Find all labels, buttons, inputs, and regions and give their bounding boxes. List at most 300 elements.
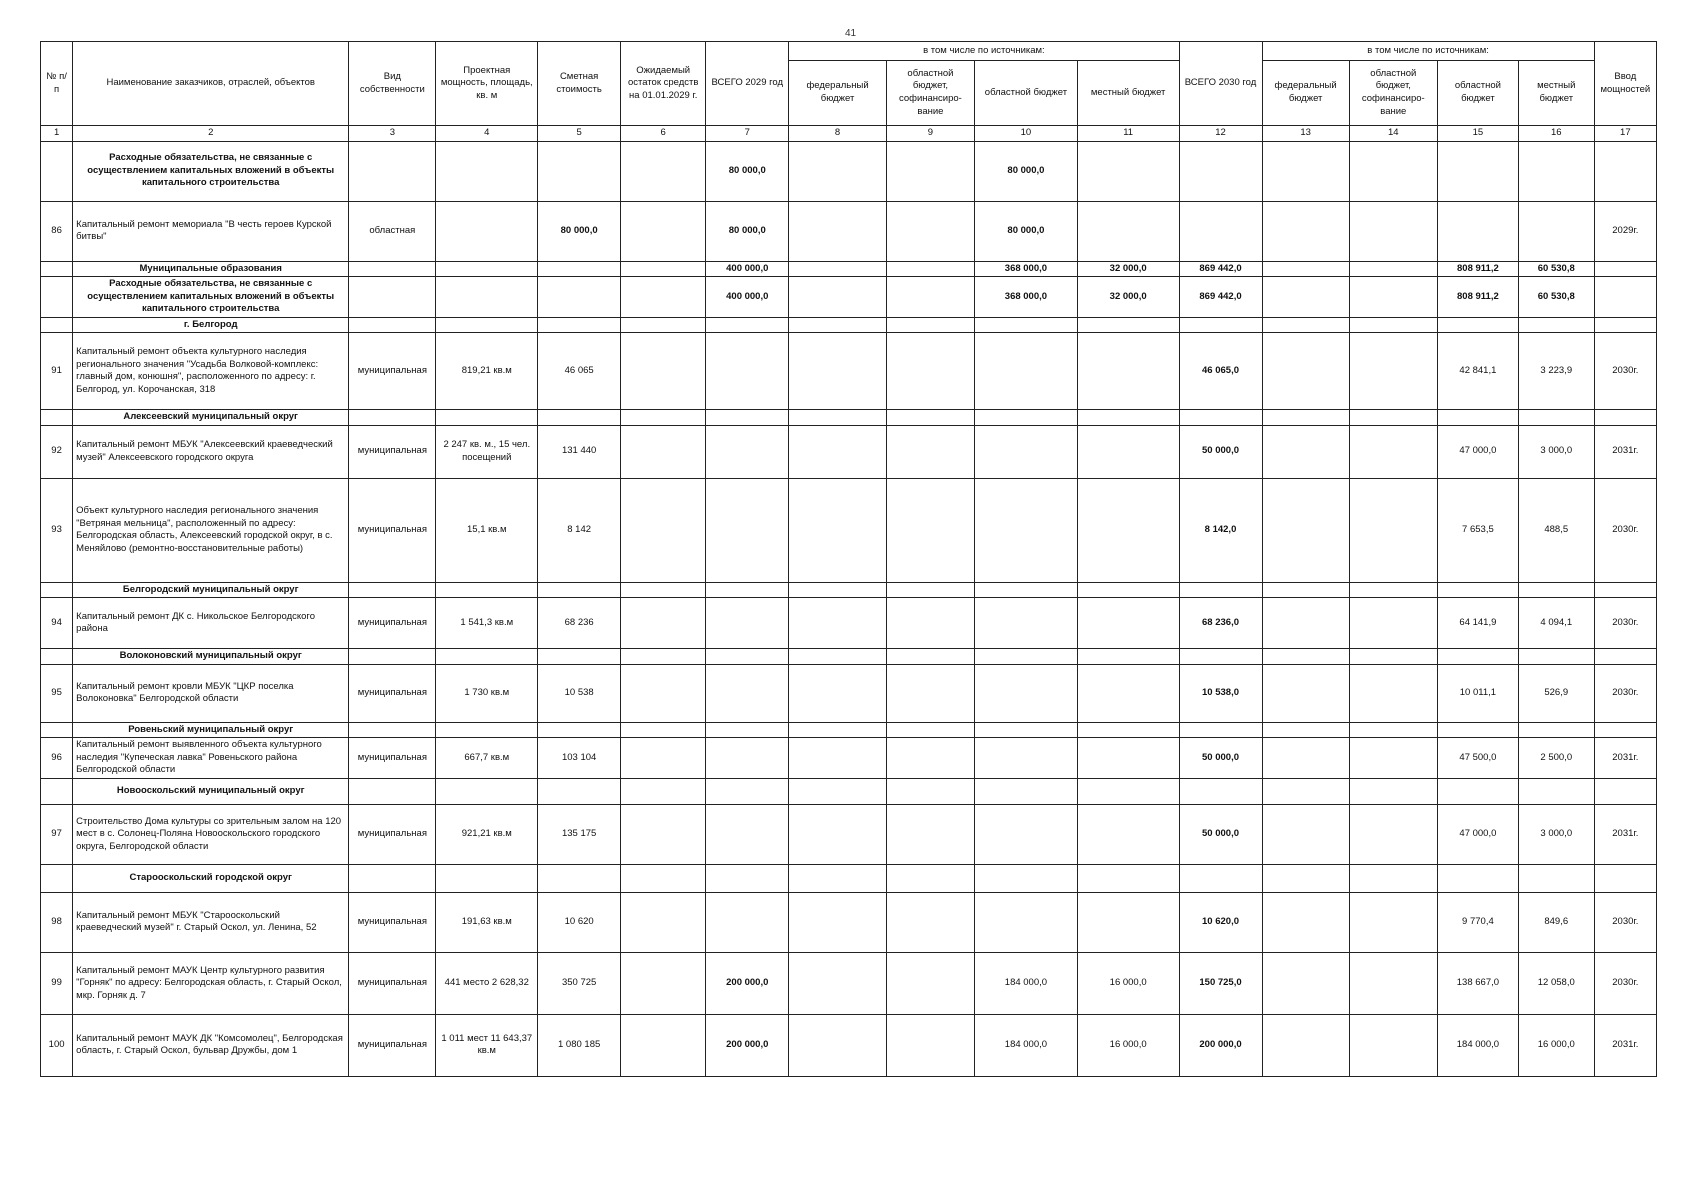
section-row bbox=[41, 722, 1657, 738]
cell-value bbox=[1077, 582, 1179, 598]
cell-value bbox=[436, 778, 538, 804]
section-title: Новооскольский муниципальный округ bbox=[73, 778, 349, 804]
column-number: 15 bbox=[1437, 126, 1518, 142]
cell-value: 50 000,0 bbox=[1179, 804, 1262, 864]
cell-value bbox=[975, 598, 1078, 649]
cell-value bbox=[538, 261, 621, 277]
row-number bbox=[41, 778, 73, 804]
cell-value: 3 000,0 bbox=[1518, 804, 1594, 864]
column-number: 1 bbox=[41, 126, 73, 142]
row-number bbox=[41, 864, 73, 892]
cell-value bbox=[706, 778, 789, 804]
header-estimate: Сметная стоимость bbox=[538, 42, 621, 126]
cell-value bbox=[1262, 738, 1349, 779]
cell-value bbox=[886, 1014, 974, 1076]
cell-value bbox=[1437, 649, 1518, 665]
cell-value: 2031г. bbox=[1594, 425, 1656, 478]
cell-value bbox=[975, 425, 1078, 478]
cell-value bbox=[1179, 317, 1262, 333]
cell-value bbox=[789, 649, 887, 665]
cell-value bbox=[1349, 952, 1437, 1014]
cell-value bbox=[1077, 738, 1179, 779]
cell-value bbox=[1518, 722, 1594, 738]
row-number: 95 bbox=[41, 664, 73, 722]
cell-value bbox=[1262, 410, 1349, 426]
table-row bbox=[41, 952, 1657, 1014]
cell-value bbox=[789, 410, 887, 426]
header-ownership: Вид собственности bbox=[349, 42, 436, 126]
row-number: 98 bbox=[41, 892, 73, 952]
cell-value bbox=[886, 261, 974, 277]
row-number: 86 bbox=[41, 201, 73, 261]
cell-value bbox=[538, 317, 621, 333]
cell-value bbox=[706, 425, 789, 478]
cell-value bbox=[538, 649, 621, 665]
cell-value bbox=[1349, 738, 1437, 779]
cell-value bbox=[1349, 478, 1437, 582]
cell-value bbox=[1437, 864, 1518, 892]
cell-value: муниципальная bbox=[349, 598, 436, 649]
section-title: Белгородский муниципальный округ bbox=[73, 582, 349, 598]
cell-value bbox=[886, 201, 974, 261]
cell-value: 184 000,0 bbox=[975, 1014, 1078, 1076]
cell-value bbox=[975, 778, 1078, 804]
cell-value bbox=[436, 277, 538, 318]
column-number: 12 bbox=[1179, 126, 1262, 142]
cell-value bbox=[621, 722, 706, 738]
row-number bbox=[41, 261, 73, 277]
cell-value bbox=[1594, 317, 1656, 333]
cell-value: 50 000,0 bbox=[1179, 425, 1262, 478]
cell-value bbox=[975, 892, 1078, 952]
section-row bbox=[41, 864, 1657, 892]
cell-value bbox=[1349, 664, 1437, 722]
cell-value bbox=[621, 649, 706, 665]
cell-value bbox=[1077, 598, 1179, 649]
object-name: Капитальный ремонт мемориала "В честь героев Курской битвы" bbox=[73, 201, 349, 261]
cell-value: 191,63 кв.м bbox=[436, 892, 538, 952]
cell-value bbox=[1262, 778, 1349, 804]
header-commissioning: Ввод мощностей bbox=[1594, 42, 1656, 126]
object-name: Строительство Дома культуры со зрительным залом на 120 мест в с. Солонец-Поляна Новооскольского городского округа, Белгородской области bbox=[73, 804, 349, 864]
cell-value bbox=[886, 333, 974, 410]
row-number: 99 bbox=[41, 952, 73, 1014]
cell-value bbox=[789, 722, 887, 738]
cell-value: 200 000,0 bbox=[706, 1014, 789, 1076]
cell-value bbox=[975, 410, 1078, 426]
cell-value: 2031г. bbox=[1594, 1014, 1656, 1076]
column-number: 14 bbox=[1349, 126, 1437, 142]
cell-value: 2 247 кв. м., 15 чел. посещений bbox=[436, 425, 538, 478]
cell-value: муниципальная bbox=[349, 664, 436, 722]
object-name: Объект культурного наследия регионального значения "Ветряная мельница", расположенный по адресу: Белгородская область, Алексеевский городской округ, в с. Меняйлово (ремонтно-восстановительные работы) bbox=[73, 478, 349, 582]
column-number-row bbox=[41, 126, 1657, 142]
cell-value: 2030г. bbox=[1594, 892, 1656, 952]
cell-value bbox=[789, 425, 887, 478]
header-sources-2030: в том числе по источникам: bbox=[1262, 42, 1594, 61]
column-number: 3 bbox=[349, 126, 436, 142]
cell-value bbox=[789, 141, 887, 201]
cell-value bbox=[621, 598, 706, 649]
header-local-2029: местный бюджет bbox=[1077, 61, 1179, 126]
cell-value bbox=[1349, 722, 1437, 738]
cell-value: 135 175 bbox=[538, 804, 621, 864]
cell-value bbox=[1077, 892, 1179, 952]
cell-value bbox=[975, 478, 1078, 582]
cell-value bbox=[789, 804, 887, 864]
cell-value: 1 730 кв.м bbox=[436, 664, 538, 722]
cell-value: 350 725 bbox=[538, 952, 621, 1014]
row-number: 96 bbox=[41, 738, 73, 779]
cell-value bbox=[706, 478, 789, 582]
cell-value bbox=[789, 892, 887, 952]
cell-value: 32 000,0 bbox=[1077, 261, 1179, 277]
cell-value bbox=[1518, 778, 1594, 804]
cell-value bbox=[706, 722, 789, 738]
cell-value bbox=[1518, 582, 1594, 598]
object-name: Капитальный ремонт МБУК "Старооскольский краеведческий музей" г. Старый Оскол, ул. Ленина, 52 bbox=[73, 892, 349, 952]
column-number: 17 bbox=[1594, 126, 1656, 142]
cell-value bbox=[1594, 410, 1656, 426]
cell-value bbox=[886, 722, 974, 738]
column-number: 6 bbox=[621, 126, 706, 142]
cell-value: 869 442,0 bbox=[1179, 261, 1262, 277]
header-federal-2030: федеральный бюджет bbox=[1262, 61, 1349, 126]
cell-value: 7 653,5 bbox=[1437, 478, 1518, 582]
section-title: Волоконовский муниципальный округ bbox=[73, 649, 349, 665]
table-row bbox=[41, 201, 1657, 261]
cell-value bbox=[621, 664, 706, 722]
cell-value: 80 000,0 bbox=[706, 141, 789, 201]
cell-value bbox=[1594, 261, 1656, 277]
cell-value: 64 141,9 bbox=[1437, 598, 1518, 649]
cell-value bbox=[975, 649, 1078, 665]
cell-value bbox=[1349, 804, 1437, 864]
cell-value: 9 770,4 bbox=[1437, 892, 1518, 952]
cell-value bbox=[538, 582, 621, 598]
cell-value bbox=[886, 804, 974, 864]
cell-value bbox=[1518, 649, 1594, 665]
cell-value: муниципальная bbox=[349, 425, 436, 478]
cell-value: муниципальная bbox=[349, 738, 436, 779]
header-regional-2029: областной бюджет bbox=[975, 61, 1078, 126]
cell-value bbox=[1262, 864, 1349, 892]
cell-value bbox=[621, 317, 706, 333]
cell-value bbox=[621, 892, 706, 952]
cell-value: 10 538,0 bbox=[1179, 664, 1262, 722]
cell-value: 184 000,0 bbox=[975, 952, 1078, 1014]
cell-value: 10 011,1 bbox=[1437, 664, 1518, 722]
cell-value bbox=[789, 864, 887, 892]
cell-value bbox=[1594, 722, 1656, 738]
cell-value: 921,21 кв.м bbox=[436, 804, 538, 864]
cell-value bbox=[1518, 141, 1594, 201]
section-row bbox=[41, 778, 1657, 804]
cell-value: 32 000,0 bbox=[1077, 277, 1179, 318]
cell-value: 1 080 185 bbox=[538, 1014, 621, 1076]
cell-value bbox=[1262, 277, 1349, 318]
cell-value bbox=[886, 141, 974, 201]
cell-value bbox=[1262, 425, 1349, 478]
object-name: Капитальный ремонт ДК с. Никольское Белгородского района bbox=[73, 598, 349, 649]
cell-value: 8 142 bbox=[538, 478, 621, 582]
cell-value bbox=[886, 317, 974, 333]
cell-value bbox=[1179, 778, 1262, 804]
section-row bbox=[41, 317, 1657, 333]
cell-value bbox=[1262, 333, 1349, 410]
cell-value: 16 000,0 bbox=[1077, 952, 1179, 1014]
cell-value: 526,9 bbox=[1518, 664, 1594, 722]
cell-value: 400 000,0 bbox=[706, 277, 789, 318]
cell-value: 2030г. bbox=[1594, 952, 1656, 1014]
cell-value bbox=[886, 649, 974, 665]
cell-value: 103 104 bbox=[538, 738, 621, 779]
cell-value: 16 000,0 bbox=[1077, 1014, 1179, 1076]
cell-value bbox=[886, 952, 974, 1014]
header-federal-2029: федеральный бюджет bbox=[789, 61, 887, 126]
cell-value: 184 000,0 bbox=[1437, 1014, 1518, 1076]
cell-value: 150 725,0 bbox=[1179, 952, 1262, 1014]
cell-value bbox=[1262, 317, 1349, 333]
cell-value bbox=[975, 664, 1078, 722]
cell-value bbox=[706, 410, 789, 426]
cell-value bbox=[1262, 952, 1349, 1014]
cell-value bbox=[621, 804, 706, 864]
cell-value bbox=[436, 141, 538, 201]
cell-value bbox=[436, 317, 538, 333]
row-number bbox=[41, 141, 73, 201]
table-body bbox=[41, 141, 1657, 1076]
cell-value bbox=[1262, 649, 1349, 665]
cell-value bbox=[789, 333, 887, 410]
cell-value bbox=[621, 738, 706, 779]
cell-value bbox=[706, 598, 789, 649]
row-number bbox=[41, 410, 73, 426]
cell-value bbox=[706, 804, 789, 864]
section-row bbox=[41, 277, 1657, 318]
cell-value bbox=[886, 277, 974, 318]
cell-value bbox=[436, 582, 538, 598]
cell-value: 3 000,0 bbox=[1518, 425, 1594, 478]
cell-value bbox=[1594, 778, 1656, 804]
cell-value: 80 000,0 bbox=[975, 201, 1078, 261]
column-number: 2 bbox=[73, 126, 349, 142]
row-number: 94 bbox=[41, 598, 73, 649]
column-number: 7 bbox=[706, 126, 789, 142]
cell-value bbox=[1518, 201, 1594, 261]
cell-value bbox=[1594, 649, 1656, 665]
cell-value bbox=[706, 664, 789, 722]
cell-value: 2029г. bbox=[1594, 201, 1656, 261]
cell-value bbox=[1262, 478, 1349, 582]
cell-value: 12 058,0 bbox=[1518, 952, 1594, 1014]
cell-value bbox=[886, 664, 974, 722]
cell-value bbox=[886, 892, 974, 952]
section-row bbox=[41, 141, 1657, 201]
cell-value bbox=[1349, 598, 1437, 649]
cell-value bbox=[789, 201, 887, 261]
cell-value bbox=[975, 582, 1078, 598]
cell-value: 400 000,0 bbox=[706, 261, 789, 277]
cell-value bbox=[1349, 649, 1437, 665]
row-number bbox=[41, 582, 73, 598]
cell-value bbox=[621, 333, 706, 410]
cell-value bbox=[886, 425, 974, 478]
cell-value: 10 538 bbox=[538, 664, 621, 722]
cell-value bbox=[1077, 664, 1179, 722]
cell-value bbox=[1437, 317, 1518, 333]
cell-value bbox=[706, 317, 789, 333]
cell-value bbox=[538, 864, 621, 892]
object-name: Капитальный ремонт объекта культурного наследия регионального значения "Усадьба Волковой-комплекс: главный дом, конюшня", расположенного по адресу: г. Белгород, ул. Корочанская, 318 bbox=[73, 333, 349, 410]
table-row bbox=[41, 1014, 1657, 1076]
cell-value bbox=[1179, 201, 1262, 261]
cell-value bbox=[349, 277, 436, 318]
table-row bbox=[41, 804, 1657, 864]
cell-value bbox=[886, 582, 974, 598]
cell-value: 200 000,0 bbox=[706, 952, 789, 1014]
cell-value: 47 500,0 bbox=[1437, 738, 1518, 779]
cell-value bbox=[789, 738, 887, 779]
cell-value bbox=[789, 778, 887, 804]
cell-value: 368 000,0 bbox=[975, 277, 1078, 318]
cell-value bbox=[538, 410, 621, 426]
column-number: 10 bbox=[975, 126, 1078, 142]
cell-value bbox=[621, 582, 706, 598]
cell-value bbox=[538, 722, 621, 738]
cell-value bbox=[1349, 201, 1437, 261]
cell-value bbox=[621, 201, 706, 261]
column-number: 13 bbox=[1262, 126, 1349, 142]
cell-value bbox=[1262, 141, 1349, 201]
cell-value bbox=[1077, 804, 1179, 864]
cell-value bbox=[1437, 582, 1518, 598]
cell-value bbox=[789, 277, 887, 318]
cell-value bbox=[1077, 141, 1179, 201]
cell-value bbox=[975, 333, 1078, 410]
cell-value: 15,1 кв.м bbox=[436, 478, 538, 582]
cell-value bbox=[349, 649, 436, 665]
cell-value: 138 667,0 bbox=[1437, 952, 1518, 1014]
cell-value: 2030г. bbox=[1594, 478, 1656, 582]
cell-value bbox=[789, 598, 887, 649]
cell-value: 1 011 мест 11 643,37 кв.м bbox=[436, 1014, 538, 1076]
cell-value bbox=[436, 864, 538, 892]
header-regional-cofin-2030: областной бюджет, софинансиро-вание bbox=[1349, 61, 1437, 126]
cell-value: 50 000,0 bbox=[1179, 738, 1262, 779]
cell-value: 2031г. bbox=[1594, 804, 1656, 864]
cell-value bbox=[349, 317, 436, 333]
cell-value bbox=[1262, 261, 1349, 277]
cell-value: 16 000,0 bbox=[1518, 1014, 1594, 1076]
cell-value bbox=[621, 478, 706, 582]
cell-value bbox=[436, 722, 538, 738]
section-title: Старооскольский городской округ bbox=[73, 864, 349, 892]
cell-value bbox=[1077, 317, 1179, 333]
cell-value bbox=[886, 478, 974, 582]
cell-value bbox=[1437, 722, 1518, 738]
cell-value bbox=[1179, 141, 1262, 201]
cell-value: 819,21 кв.м bbox=[436, 333, 538, 410]
cell-value bbox=[1594, 582, 1656, 598]
cell-value bbox=[886, 598, 974, 649]
page-number: 41 bbox=[845, 28, 857, 39]
cell-value bbox=[621, 425, 706, 478]
cell-value bbox=[789, 952, 887, 1014]
cell-value bbox=[1262, 201, 1349, 261]
cell-value bbox=[1349, 425, 1437, 478]
header-num: № п/п bbox=[41, 42, 73, 126]
cell-value bbox=[1437, 201, 1518, 261]
cell-value bbox=[621, 864, 706, 892]
cell-value: 68 236 bbox=[538, 598, 621, 649]
cell-value bbox=[789, 261, 887, 277]
cell-value bbox=[1349, 1014, 1437, 1076]
row-number bbox=[41, 649, 73, 665]
header-sources-2029: в том числе по источникам: bbox=[789, 42, 1179, 61]
cell-value bbox=[1518, 864, 1594, 892]
section-title: Муниципальные образования bbox=[73, 261, 349, 277]
cell-value bbox=[436, 201, 538, 261]
cell-value bbox=[1349, 317, 1437, 333]
row-number bbox=[41, 277, 73, 318]
cell-value: муниципальная bbox=[349, 333, 436, 410]
cell-value bbox=[1349, 582, 1437, 598]
cell-value bbox=[1349, 277, 1437, 318]
cell-value bbox=[349, 864, 436, 892]
cell-value: 3 223,9 bbox=[1518, 333, 1594, 410]
cell-value bbox=[706, 582, 789, 598]
cell-value bbox=[1349, 261, 1437, 277]
table-row bbox=[41, 664, 1657, 722]
object-name: Капитальный ремонт МАУК ДК "Комсомолец", Белгородская область, г. Старый Оскол, бульвар Дружбы, дом 1 bbox=[73, 1014, 349, 1076]
header-total-2029: ВСЕГО 2029 год bbox=[706, 42, 789, 126]
cell-value: 131 440 bbox=[538, 425, 621, 478]
header-remainder: Ожидаемый остаток средств на 01.01.2029 г. bbox=[621, 42, 706, 126]
cell-value bbox=[1349, 778, 1437, 804]
cell-value: 8 142,0 bbox=[1179, 478, 1262, 582]
cell-value: 10 620,0 bbox=[1179, 892, 1262, 952]
cell-value bbox=[436, 261, 538, 277]
cell-value bbox=[621, 778, 706, 804]
cell-value bbox=[789, 1014, 887, 1076]
cell-value bbox=[349, 778, 436, 804]
object-name: Капитальный ремонт МБУК "Алексеевский краеведческий музей" Алексеевского городского округа bbox=[73, 425, 349, 478]
cell-value bbox=[1518, 317, 1594, 333]
cell-value bbox=[1262, 892, 1349, 952]
cell-value bbox=[1262, 598, 1349, 649]
cell-value: муниципальная bbox=[349, 804, 436, 864]
row-number: 91 bbox=[41, 333, 73, 410]
cell-value bbox=[1518, 410, 1594, 426]
cell-value bbox=[975, 804, 1078, 864]
row-number: 92 bbox=[41, 425, 73, 478]
cell-value bbox=[1262, 804, 1349, 864]
cell-value: 488,5 bbox=[1518, 478, 1594, 582]
cell-value bbox=[436, 410, 538, 426]
cell-value bbox=[538, 141, 621, 201]
header-total-2030: ВСЕГО 2030 год bbox=[1179, 42, 1262, 126]
cell-value: 80 000,0 bbox=[538, 201, 621, 261]
table-row bbox=[41, 892, 1657, 952]
cell-value bbox=[349, 410, 436, 426]
cell-value: 80 000,0 bbox=[706, 201, 789, 261]
cell-value bbox=[1179, 410, 1262, 426]
section-row bbox=[41, 410, 1657, 426]
cell-value bbox=[621, 277, 706, 318]
column-number: 8 bbox=[789, 126, 887, 142]
table-row bbox=[41, 333, 1657, 410]
